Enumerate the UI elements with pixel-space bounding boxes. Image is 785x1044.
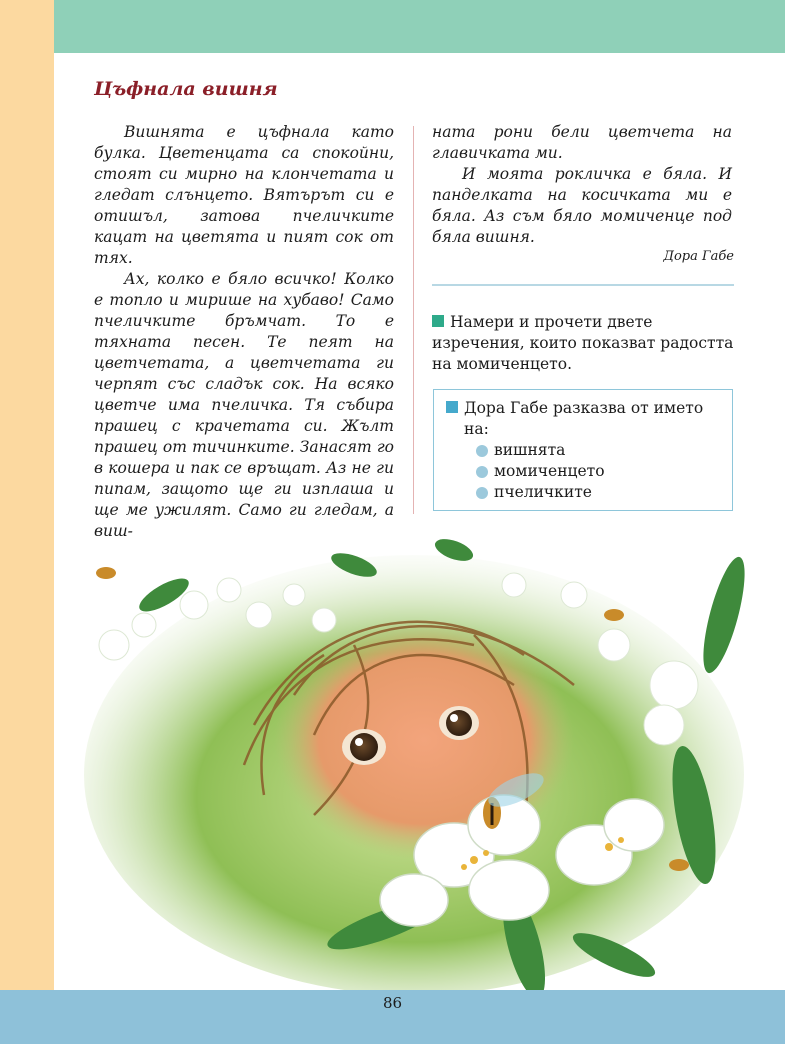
section-rule: [432, 284, 734, 286]
column-divider: [413, 126, 414, 514]
story-paragraph: И моята рокличка е бяла. И панделката на косичката ми е бяла. Аз съм бяло момиченце под бяла вишня.: [432, 165, 732, 246]
answer-option-vishnyata: вишнята: [476, 440, 722, 461]
blue-square-icon: [446, 401, 458, 413]
author-name: Дора Габе: [663, 249, 734, 264]
story-right-column: [432, 122, 732, 248]
page-title: Цъфнала вишня: [94, 78, 278, 100]
task-question-2-line: на:: [464, 420, 489, 438]
page-number: 86: [382, 994, 403, 1012]
task-question-2-box: [433, 389, 733, 511]
girl-under-cherry-blossom-illustration: [54, 535, 785, 990]
bullet-dot-icon: [476, 487, 488, 499]
story-left-column: [94, 122, 394, 542]
task-question-2-line: [446, 398, 722, 419]
left-margin-strip: [0, 0, 54, 990]
story-paragraph: Ах, колко е бяло всичко! Колко е топло и мирише на хубаво! Само пчеличките бръмчат. То е тяхната песен. Те пеят на цветчетата, а цветчетата ги черпят със сладък сок. На всяко цветче има пчеличка. Тя събира прашец с крачетата си. Жълт прашец от тичинките. Занасят го в кошера и пак се връщат. Аз не ги пипам, защото ще ги изплаша и ще ме ужилят. Само ги гледам, а виш-: [94, 270, 394, 540]
top-header-band: [54, 0, 785, 53]
answer-option-pchelichkite: пчеличките: [476, 482, 722, 503]
answer-option-momichentseto: момиченцето: [476, 461, 722, 482]
green-square-icon: [432, 315, 444, 327]
answer-options-list: [446, 440, 722, 503]
task-question-1: [432, 312, 734, 375]
bullet-dot-icon: [476, 466, 488, 478]
story-paragraph: Вишнята е цъфнала като булка. Цветенцата са спокойни, стоят си мирно на клончетата и гледат слънцето. Вятърът си е отишъл, затова пчеличките кацат на цветята и пият сок от тях.: [94, 123, 394, 267]
task-question-1-text: Намери и прочети двете изречения, които показват радостта на момиченцето.: [432, 313, 734, 373]
bullet-dot-icon: [476, 445, 488, 457]
story-paragraph: ната рони бели цветчета на главичката ми.: [432, 123, 732, 162]
task-question-2-text: Дора Габе разказва от името: [464, 399, 704, 417]
